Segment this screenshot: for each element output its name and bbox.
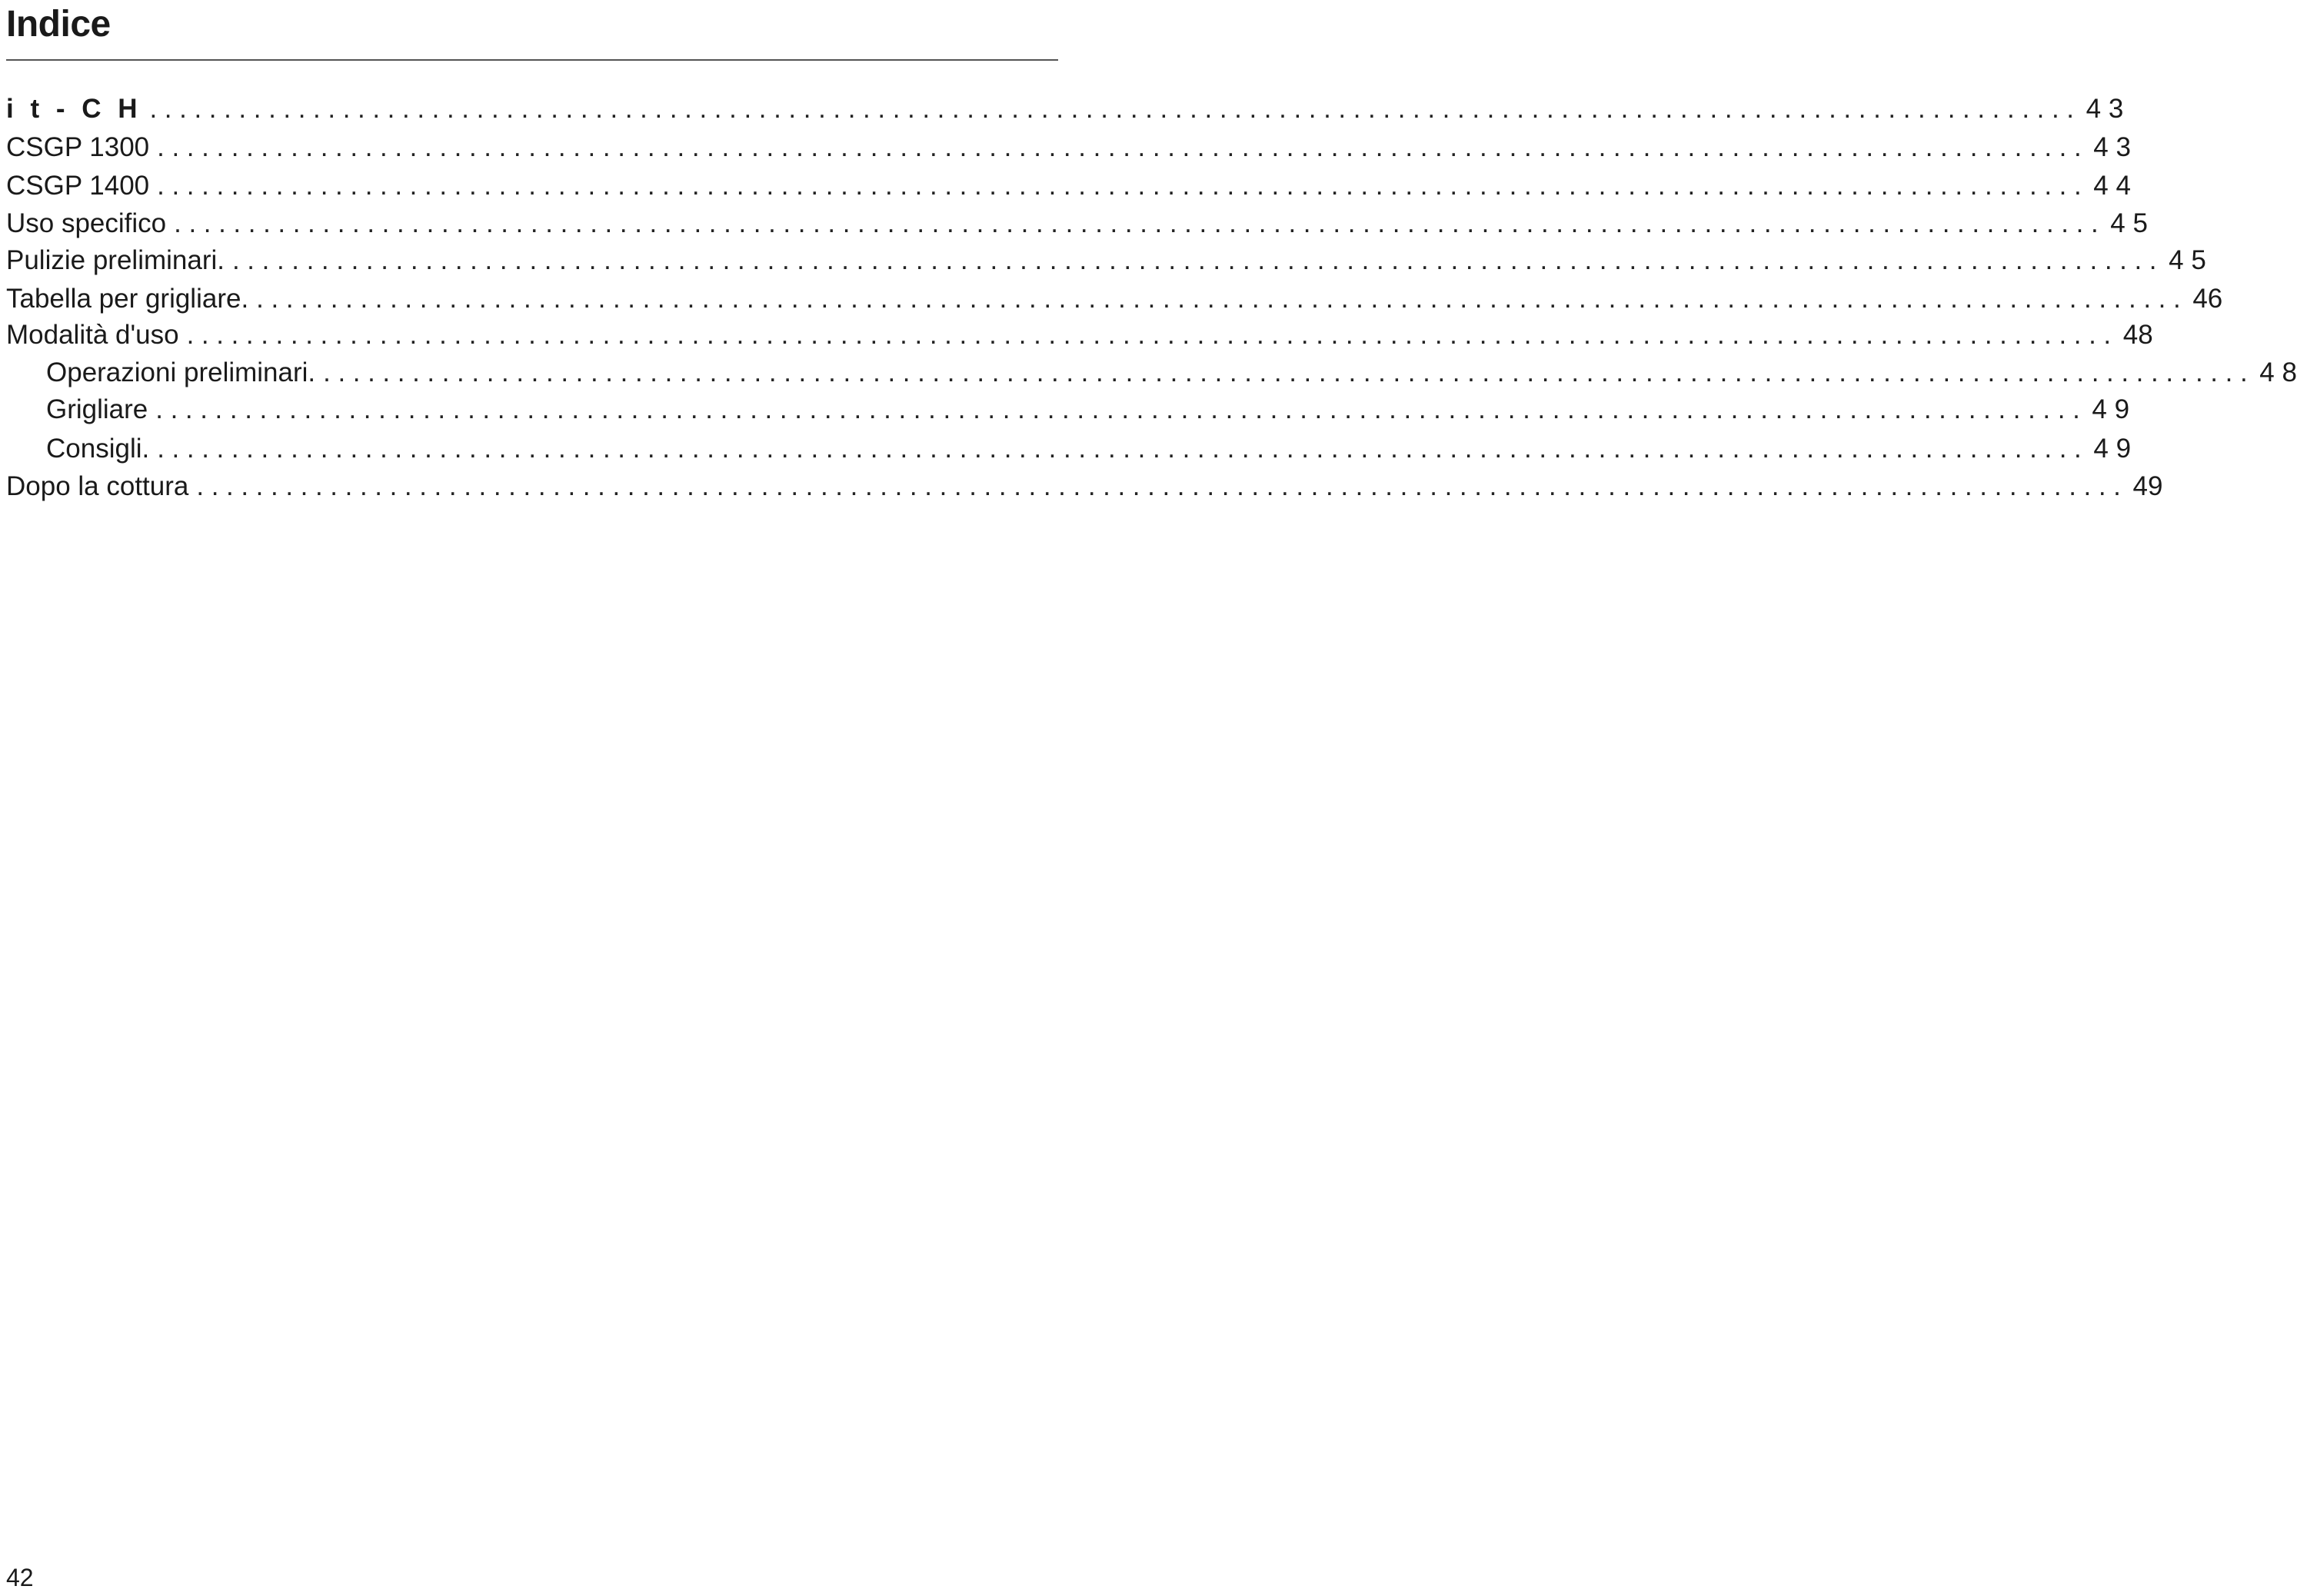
toc-entry-tabella-per-grigliare[interactable] (6, 284, 2223, 314)
dot-leader: .................................................................................................................................. (231, 245, 2165, 275)
toc-entry-pulizie-preliminari[interactable] (6, 245, 2206, 276)
dot-leader: .................................................................................................................................. (157, 171, 2089, 201)
toc-entry-label: Operazioni preliminari. (46, 357, 316, 387)
toc-entry-page: 46 (2192, 284, 2223, 314)
toc-entry-page: 4 5 (2169, 245, 2206, 275)
toc-entry-label: Modalità d'uso (6, 320, 179, 350)
dot-leader: .................................................................................................................................. (155, 394, 2088, 424)
dot-leader: .................................................................................................................................. (186, 320, 2119, 350)
toc-entry-label: CSGP 1300 (6, 132, 150, 162)
toc-entry-label: Dopo la cottura (6, 471, 189, 501)
title-divider (6, 59, 1058, 61)
dot-leader: .................................................................................................................................. (157, 434, 2089, 464)
toc-entry-page: 4 8 (2259, 357, 2297, 387)
toc-entry-page: 4 4 (2093, 171, 2131, 201)
toc-entry-label: Consigli. (46, 434, 150, 464)
toc-entry-page: 4 5 (2110, 208, 2148, 238)
toc-entry-it-ch[interactable] (6, 94, 2124, 125)
toc-entry-page: 4 9 (2092, 394, 2130, 424)
toc-entry-page: 48 (2122, 320, 2153, 350)
toc-entry-csgp-1300[interactable] (6, 132, 2131, 163)
dot-leader: .................................................................................................................................. (323, 357, 2255, 387)
toc-entry-csgp-1400[interactable] (6, 171, 2131, 201)
toc-entry-label: CSGP 1400 (6, 171, 150, 201)
toc-entry-label: i t - C H (6, 94, 142, 124)
toc-entry-page: 4 3 (2086, 94, 2124, 124)
dot-leader: .................................................................................................................................. (196, 471, 2129, 501)
toc-entry-page: 49 (2132, 471, 2163, 501)
toc-entry-page: 4 9 (2093, 434, 2132, 464)
toc-entry-label: Grigliare (46, 394, 148, 424)
toc-entry-label: Uso specifico (6, 208, 167, 238)
dot-leader: .................................................................................................................................. (174, 208, 2106, 238)
page-title: Indice (6, 4, 111, 45)
toc-entry-dopo-la-cottura[interactable] (6, 471, 2163, 502)
dot-leader: .................................................................................................................................. (149, 94, 2082, 124)
toc-entry-operazioni-preliminari[interactable] (6, 357, 2297, 388)
toc-entry-grigliare[interactable] (6, 394, 2130, 425)
toc-entry-label: Tabella per grigliare. (6, 284, 249, 314)
page-number: 42 (6, 1564, 34, 1591)
dot-leader: .................................................................................................................................. (157, 132, 2089, 162)
toc-entry-modalita-duso[interactable] (6, 320, 2153, 351)
toc-entry-label: Pulizie preliminari. (6, 245, 225, 275)
toc-entry-uso-specifico[interactable] (6, 208, 2148, 239)
toc-entry-consigli[interactable] (6, 434, 2132, 464)
dot-leader: .................................................................................................................................. (256, 284, 2189, 314)
toc-entry-page: 4 3 (2093, 132, 2131, 162)
